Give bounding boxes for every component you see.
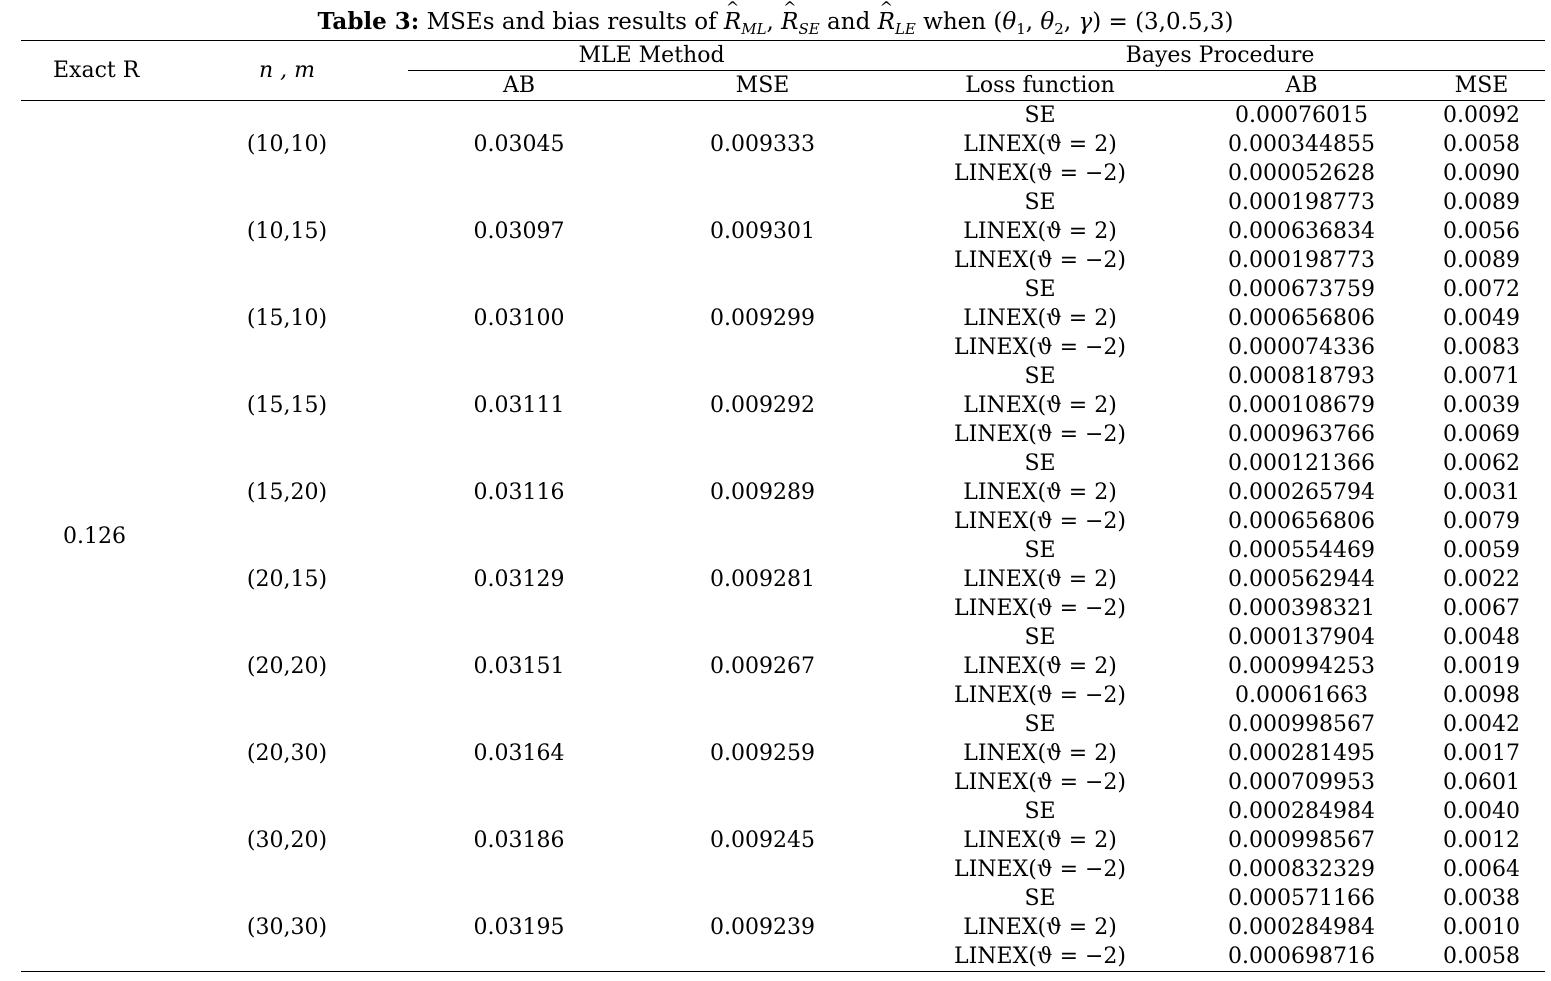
mle-mse-cell: 0.009333	[710, 132, 815, 157]
bayes-ab-cell: 0.000673759	[1228, 277, 1375, 302]
bayes-mse-cell: 0.0601	[1443, 770, 1520, 795]
mle-mse-cell: 0.009301	[710, 219, 815, 244]
loss-function-cell: SE	[1024, 538, 1056, 563]
mle-mse-cell: 0.009281	[710, 567, 815, 592]
bayes-mse-cell: 0.0010	[1443, 915, 1520, 940]
header-bayes-mse: MSE	[1454, 73, 1509, 98]
bayes-ab-cell: 0.000284984	[1228, 799, 1375, 824]
mle-ab-cell: 0.03195	[408, 884, 630, 972]
bayes-mse-cell: 0.0022	[1443, 567, 1520, 592]
table-row	[21, 797, 1545, 826]
mle-ab-cell: 0.03129	[473, 567, 565, 592]
bayes-ab-cell: 0.000121366	[1228, 451, 1375, 476]
caption-separator: ,	[766, 9, 782, 35]
bayes-ab-cell: 0.000554469	[1228, 538, 1375, 563]
table-row	[21, 362, 1545, 391]
loss-function-cell: SE	[1024, 190, 1056, 215]
bayes-mse-cell: 0.0059	[1443, 538, 1520, 563]
r-se-subscript: SE	[798, 20, 820, 38]
header-mle-mse: MSE	[735, 73, 790, 98]
bayes-ab-cell: 0.000998567	[1228, 828, 1375, 853]
exact-r-value: 0.126	[21, 101, 166, 972]
bayes-ab-cell: 0.000198773	[1228, 248, 1375, 273]
mle-ab-cell: 0.03116	[473, 480, 565, 505]
table-row	[21, 275, 1545, 304]
loss-function-cell: SE	[1024, 451, 1056, 476]
bayes-ab-cell: 0.000052628	[1228, 161, 1375, 186]
loss-function-cell: SE	[1024, 364, 1056, 389]
r-ml-symbol: ^ R	[724, 8, 741, 36]
loss-function-cell: LINEX(ϑ = −2)	[954, 683, 1127, 708]
theta2-subscript: 2	[1054, 20, 1064, 38]
mle-ab-cell: 0.03097	[473, 219, 565, 244]
loss-function-cell: LINEX(ϑ = −2)	[954, 770, 1127, 795]
r-le-symbol: ^ R	[878, 8, 895, 36]
mle-mse-cell: 0.009259	[710, 741, 815, 766]
nm-cell: (20,20)	[246, 654, 328, 679]
table-row	[21, 710, 1545, 739]
mle-mse-cell: 0.009239	[630, 884, 895, 972]
bayes-mse-cell: 0.0069	[1443, 422, 1520, 447]
bayes-ab-cell: 0.000281495	[1228, 741, 1375, 766]
header-exact-r: Exact R	[21, 41, 166, 101]
mle-ab-cell: 0.03045	[473, 132, 565, 157]
bayes-mse-cell: 0.0083	[1443, 335, 1520, 360]
loss-function-cell: LINEX(ϑ = −2)	[954, 422, 1127, 447]
header-mle-method: MLE Method	[408, 41, 895, 71]
header-mle-ab: AB	[502, 73, 536, 98]
bayes-ab-cell: 0.000994253	[1228, 654, 1375, 679]
mle-ab-cell: 0.03164	[473, 741, 565, 766]
nm-cell: (10,15)	[246, 219, 328, 244]
bayes-ab-cell: 0.000818793	[1228, 364, 1375, 389]
loss-function-cell: LINEX(ϑ = −2)	[954, 596, 1127, 621]
bayes-mse-cell: 0.0089	[1443, 190, 1520, 215]
comma: ,	[1063, 9, 1079, 35]
loss-function-cell: SE	[1024, 277, 1056, 302]
caption-text: MSEs and bias results of	[419, 9, 724, 35]
caption-label: Table 3:	[317, 8, 420, 35]
bayes-ab-cell: 0.000284984	[1228, 915, 1375, 940]
table-row	[21, 188, 1545, 217]
bayes-ab-cell: 0.000137904	[1228, 625, 1375, 650]
loss-function-cell: LINEX(ϑ = 2)	[963, 828, 1117, 853]
bayes-ab-cell: 0.000562944	[1228, 567, 1375, 592]
bayes-mse-cell: 0.0089	[1443, 248, 1520, 273]
bayes-ab-cell: 0.00061663	[1235, 683, 1368, 708]
mle-ab-cell: 0.03186	[473, 828, 565, 853]
loss-function-cell: SE	[1024, 103, 1056, 128]
bayes-mse-cell: 0.0038	[1443, 886, 1520, 911]
r-ml-subscript: ML	[741, 20, 767, 38]
bayes-ab-cell: 0.000344855	[1228, 132, 1375, 157]
table-row	[21, 449, 1545, 478]
mle-mse-cell: 0.009289	[710, 480, 815, 505]
loss-function-cell: LINEX(ϑ = −2)	[954, 161, 1127, 186]
table-row	[21, 884, 1545, 913]
bayes-ab-cell: 0.000656806	[1228, 509, 1375, 534]
loss-function-cell: LINEX(ϑ = 2)	[963, 654, 1117, 679]
header-bayes-ab: AB	[1285, 73, 1318, 98]
loss-function-cell: LINEX(ϑ = −2)	[954, 857, 1127, 882]
nm-cell: (15,20)	[246, 480, 328, 505]
loss-function-cell: LINEX(ϑ = −2)	[954, 509, 1127, 534]
table-caption	[0, 8, 1551, 43]
bayes-mse-cell: 0.0072	[1443, 277, 1520, 302]
bayes-ab-cell: 0.000709953	[1228, 770, 1375, 795]
header-loss-function: Loss function	[965, 73, 1115, 98]
bayes-mse-cell: 0.0019	[1443, 654, 1520, 679]
bayes-ab-cell: 0.000656806	[1228, 306, 1375, 331]
mle-mse-cell: 0.009267	[710, 654, 815, 679]
theta2-symbol: θ	[1040, 9, 1055, 35]
bayes-mse-cell: 0.0049	[1443, 306, 1520, 331]
bayes-mse-cell: 0.0092	[1443, 103, 1520, 128]
bayes-mse-cell: 0.0017	[1443, 741, 1520, 766]
bayes-ab-cell: 0.000398321	[1228, 596, 1375, 621]
loss-function-cell: SE	[1024, 712, 1056, 737]
bayes-ab-cell: 0.000265794	[1228, 480, 1375, 505]
bayes-mse-cell: 0.0067	[1443, 596, 1520, 621]
nm-cell: (30,30)	[166, 884, 408, 972]
loss-function-cell: LINEX(ϑ = −2)	[954, 248, 1127, 273]
loss-function-cell: LINEX(ϑ = 2)	[963, 567, 1117, 592]
bayes-mse-cell: 0.0071	[1443, 364, 1520, 389]
mle-ab-cell: 0.03100	[473, 306, 565, 331]
bayes-ab-cell: 0.000198773	[1228, 190, 1375, 215]
nm-cell: (15,10)	[246, 306, 328, 331]
bayes-ab-cell: 0.000998567	[1228, 712, 1375, 737]
bayes-mse-cell: 0.0079	[1443, 509, 1520, 534]
caption-when: when (	[915, 9, 1003, 35]
theta1-symbol: θ	[1002, 9, 1017, 35]
bayes-mse-cell: 0.0090	[1443, 161, 1520, 186]
loss-function-cell: LINEX(ϑ = 2)	[963, 132, 1117, 157]
nm-cell: (20,30)	[246, 741, 328, 766]
bayes-ab-cell: 0.000571166	[1228, 886, 1375, 911]
bayes-ab-cell: 0.00076015	[1235, 103, 1368, 128]
bayes-mse-cell: 0.0042	[1443, 712, 1520, 737]
bayes-mse-cell: 0.0031	[1443, 480, 1520, 505]
bayes-ab-cell: 0.000698716	[1228, 944, 1375, 969]
gamma-symbol: γ	[1078, 9, 1093, 35]
loss-function-cell: LINEX(ϑ = 2)	[963, 915, 1117, 940]
header-bayes-procedure: Bayes Procedure	[895, 41, 1545, 71]
bayes-ab-cell: 0.000963766	[1228, 422, 1375, 447]
loss-function-cell: LINEX(ϑ = −2)	[954, 944, 1127, 969]
results-table	[21, 40, 1545, 972]
bayes-mse-cell: 0.0098	[1443, 683, 1520, 708]
bayes-mse-cell: 0.0062	[1443, 451, 1520, 476]
bayes-ab-cell: 0.000108679	[1228, 393, 1375, 418]
bayes-mse-cell: 0.0048	[1443, 625, 1520, 650]
loss-function-cell: LINEX(ϑ = 2)	[963, 219, 1117, 244]
loss-function-cell: LINEX(ϑ = −2)	[954, 335, 1127, 360]
bayes-mse-cell: 0.0058	[1443, 132, 1520, 157]
bayes-mse-cell: 0.0012	[1443, 828, 1520, 853]
comma: ,	[1025, 9, 1041, 35]
mle-mse-cell: 0.009292	[710, 393, 815, 418]
bayes-mse-cell: 0.0064	[1443, 857, 1520, 882]
nm-cell: (20,15)	[246, 567, 328, 592]
bayes-mse-cell: 0.0058	[1443, 944, 1520, 969]
r-se-symbol: ^ R	[781, 8, 798, 36]
nm-cell: (15,15)	[246, 393, 328, 418]
loss-function-cell: SE	[1024, 799, 1056, 824]
loss-function-cell: SE	[1024, 625, 1056, 650]
mle-ab-cell: 0.03151	[473, 654, 565, 679]
table-body	[21, 101, 1545, 972]
mle-mse-cell: 0.009299	[710, 306, 815, 331]
bayes-ab-cell: 0.000832329	[1228, 857, 1375, 882]
parameter-values: ) = (3,0.5,3)	[1092, 9, 1234, 35]
table-row	[21, 101, 1545, 131]
bayes-ab-cell: 0.000636834	[1228, 219, 1375, 244]
r-le-subscript: LE	[894, 20, 916, 38]
loss-function-cell: LINEX(ϑ = 2)	[963, 480, 1117, 505]
bayes-ab-cell: 0.000074336	[1228, 335, 1375, 360]
mle-ab-cell: 0.03111	[473, 393, 565, 418]
table-row	[21, 536, 1545, 565]
theta1-subscript: 1	[1016, 20, 1026, 38]
bayes-mse-cell: 0.0039	[1443, 393, 1520, 418]
table-row	[21, 623, 1545, 652]
loss-function-cell: LINEX(ϑ = 2)	[963, 741, 1117, 766]
loss-function-cell: SE	[1024, 886, 1056, 911]
nm-cell: (30,20)	[246, 828, 328, 853]
header-nm: n , m	[166, 41, 408, 101]
mle-mse-cell: 0.009245	[710, 828, 815, 853]
nm-cell: (10,10)	[246, 132, 328, 157]
bayes-mse-cell: 0.0040	[1443, 799, 1520, 824]
loss-function-cell: LINEX(ϑ = 2)	[963, 306, 1117, 331]
loss-function-cell: LINEX(ϑ = 2)	[963, 393, 1117, 418]
bayes-mse-cell: 0.0056	[1443, 219, 1520, 244]
caption-and: and	[819, 9, 878, 35]
